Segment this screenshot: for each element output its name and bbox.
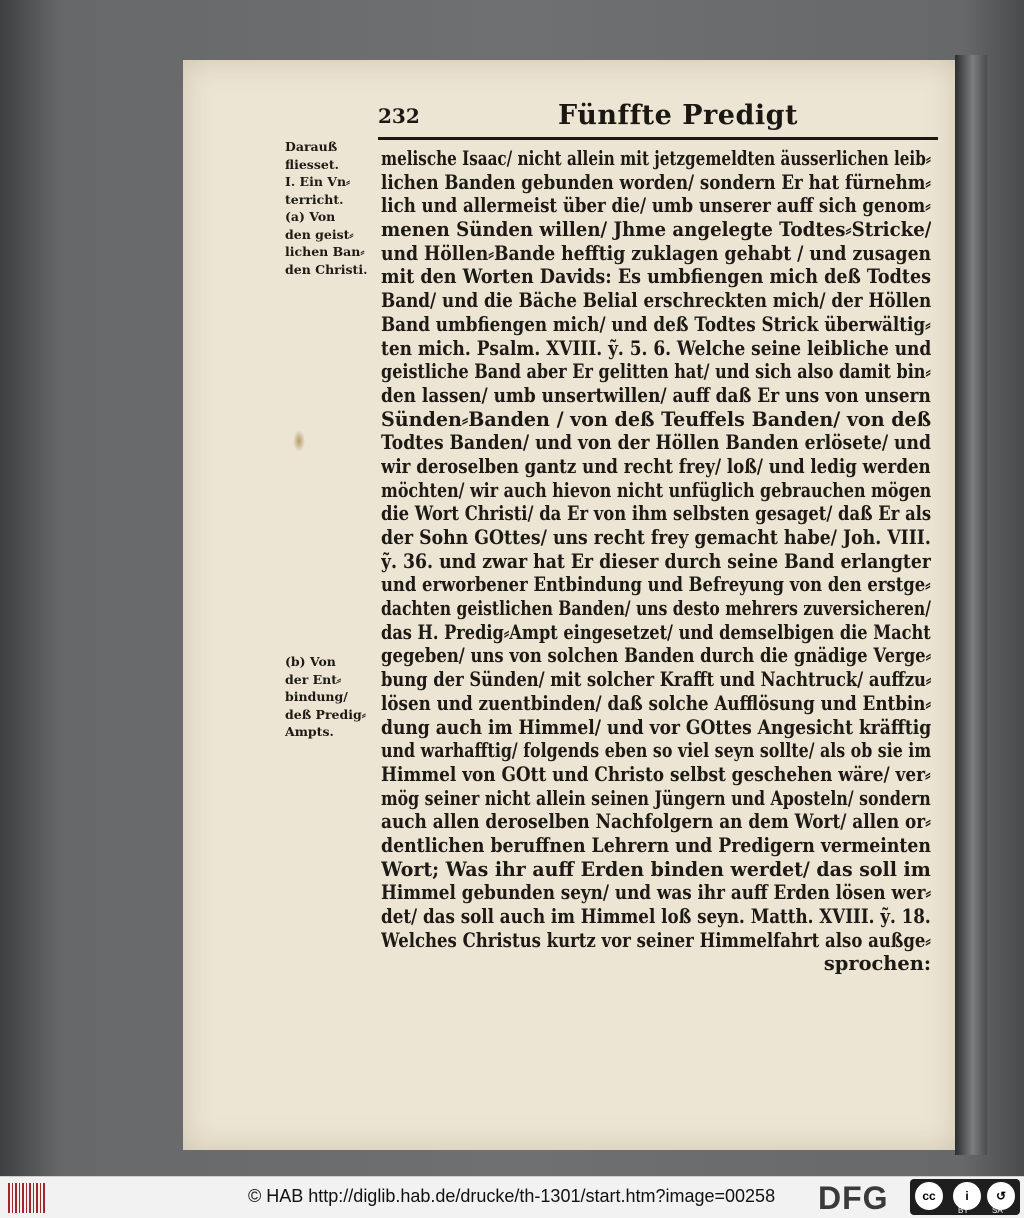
body-line: Sünden⸗Banden / von deß Teuffels Banden/ von deß [381, 407, 931, 431]
body-line: ten mich. Psalm. XVIII. ỹ. 5. 6. Welche seine leibliche und [381, 336, 931, 360]
body-line: das H. Predig⸗Ampt eingesetzet/ und demselbigen die Macht [381, 620, 931, 644]
page-number: 232 [378, 104, 420, 128]
body-line: mög seiner nicht allein seinen Jüngern und Aposteln/ sondern [381, 786, 931, 810]
cc-license-badge[interactable] [910, 1179, 1020, 1215]
body-line: möchten/ wir auch hievon nicht unfüglich gebrauchen mögen [381, 478, 931, 502]
running-head: Fünffte Predigt [558, 100, 798, 131]
paper-stain [293, 430, 305, 452]
body-line: ỹ. 36. und zwar hat Er dieser durch seine Band erlangter [381, 549, 931, 573]
margin-note-2 [285, 653, 380, 741]
body-line: Todtes Banden/ und von der Höllen Banden erlösete/ und [381, 431, 931, 455]
body-line: lösen und zuentbinden/ daß solche Aufflösung und Entbin⸗ [381, 691, 931, 715]
margin-note-line: fliesset. [285, 156, 339, 172]
body-line: menen Sünden willen/ Jhme angelegte Todtes⸗Stricke/ [381, 218, 931, 242]
margin-note-line: den geist⸗ [285, 226, 354, 242]
body-line: Welches Christus kurtz vor seiner Himmelfahrt also außge⸗ [381, 928, 931, 952]
viewer-footer [0, 1176, 1024, 1218]
body-line: Himmel von GOtt und Christo selbst geschehen wäre/ ver⸗ [381, 762, 931, 786]
body-line: dachten geistlichen Banden/ uns desto mehrers zuversicheren/ [381, 597, 931, 621]
margin-note-line: Darauß [285, 139, 338, 154]
by-label: BY [958, 1206, 969, 1215]
page-content [183, 60, 956, 1150]
body-line: melische Isaac/ nicht allein mit jetzgemeldten äusserlichen leib⸗ [381, 147, 931, 170]
hab-logo-icon [8, 1183, 46, 1213]
body-line: lich und allermeist über die/ umb unserer auff sich genom⸗ [381, 194, 931, 218]
body-line: geistliche Band aber Er gelitten hat/ und sich also damit bin⸗ [381, 360, 931, 384]
body-line: wir deroselben gantz und recht frey/ loß/ und ledig werden [381, 454, 931, 478]
share-alike-icon: ↺ [987, 1182, 1015, 1210]
body-line: und erworbener Entbindung und Befreyung von den erstge⸗ [381, 573, 931, 597]
margin-note-line: (a) Von [285, 209, 336, 224]
margin-note-line: den Christi. [285, 261, 368, 277]
margin-note-line: bindung/ [285, 689, 348, 704]
margin-note-line: terricht. [285, 191, 344, 207]
body-line: bung der Sünden/ mit solcher Krafft und Nachtruck/ auffzu⸗ [381, 668, 931, 692]
copyright-link[interactable]: © HAB http://diglib.hab.de/drucke/th-1301/start.htm?image=00258 [248, 1186, 776, 1206]
body-line: auch allen deroselben Nachfolgern an dem Wort/ allen or⸗ [381, 810, 931, 834]
body-line: mit den Worten Davids: Es umbfiengen mich deß Todtes [381, 265, 931, 289]
body-line: den lassen/ umb unsertwillen/ auff daß Er uns von unsern [381, 383, 931, 407]
margin-note-line: lichen Ban⸗ [285, 244, 365, 259]
body-line: Wort; Was ihr auff Erden binden werdet/ das soll im [381, 857, 931, 881]
body-line: Band umbfiengen mich/ und deß Todtes Strick überwältig⸗ [381, 312, 931, 336]
body-line: lichen Banden gebunden worden/ sondern Er hat fürnehm⸗ [381, 170, 931, 194]
body-line: und warhafftig/ folgends eben so viel seyn sollte/ als ob sie im [381, 739, 931, 763]
book-spine [955, 55, 987, 1155]
body-line: sprochen: [823, 952, 931, 976]
body-line: dung auch im Himmel/ und vor GOttes Angesicht kräfftig [381, 715, 931, 739]
body-line: die Wort Christi/ da Er von ihm selbsten gesaget/ daß Er als [381, 502, 931, 526]
body-line: und Höllen⸗Bande hefftig zuklagen gehabt / und zusagen [381, 241, 931, 265]
body-line: Band/ und die Bäche Belial erschreckten mich/ der Höllen [381, 289, 931, 313]
margin-note-line: (b) Von [285, 654, 336, 669]
body-line: gegeben/ uns von solchen Banden durch die gnädige Verge⸗ [381, 644, 931, 668]
attribution-icon: i [953, 1182, 981, 1210]
margin-note-line: I. Ein Vn⸗ [285, 174, 351, 189]
body-text [381, 147, 931, 976]
body-line: dentlichen beruffnen Lehrern und Predigern vermeinten [381, 833, 931, 857]
header-rule [378, 137, 938, 140]
sa-label: SA [992, 1206, 1003, 1215]
margin-note-line: der Ent⸗ [285, 671, 342, 687]
margin-note-line: Ampts. [285, 724, 334, 739]
body-line: der Sohn GOttes/ uns recht frey gemacht habe/ Joh. VIII. [381, 526, 931, 549]
body-line: Himmel gebunden seyn/ und was ihr auff Erden lösen wer⸗ [381, 881, 931, 905]
margin-note-1 [285, 138, 380, 278]
page-header [378, 100, 938, 140]
margin-note-line: deß Predig⸗ [285, 706, 366, 722]
dfg-logo: DFG [818, 1180, 889, 1216]
body-line: det/ das soll auch im Himmel loß seyn. Matth. XVIII. ỹ. 18. [381, 905, 931, 928]
cc-icon: cc [915, 1182, 943, 1210]
